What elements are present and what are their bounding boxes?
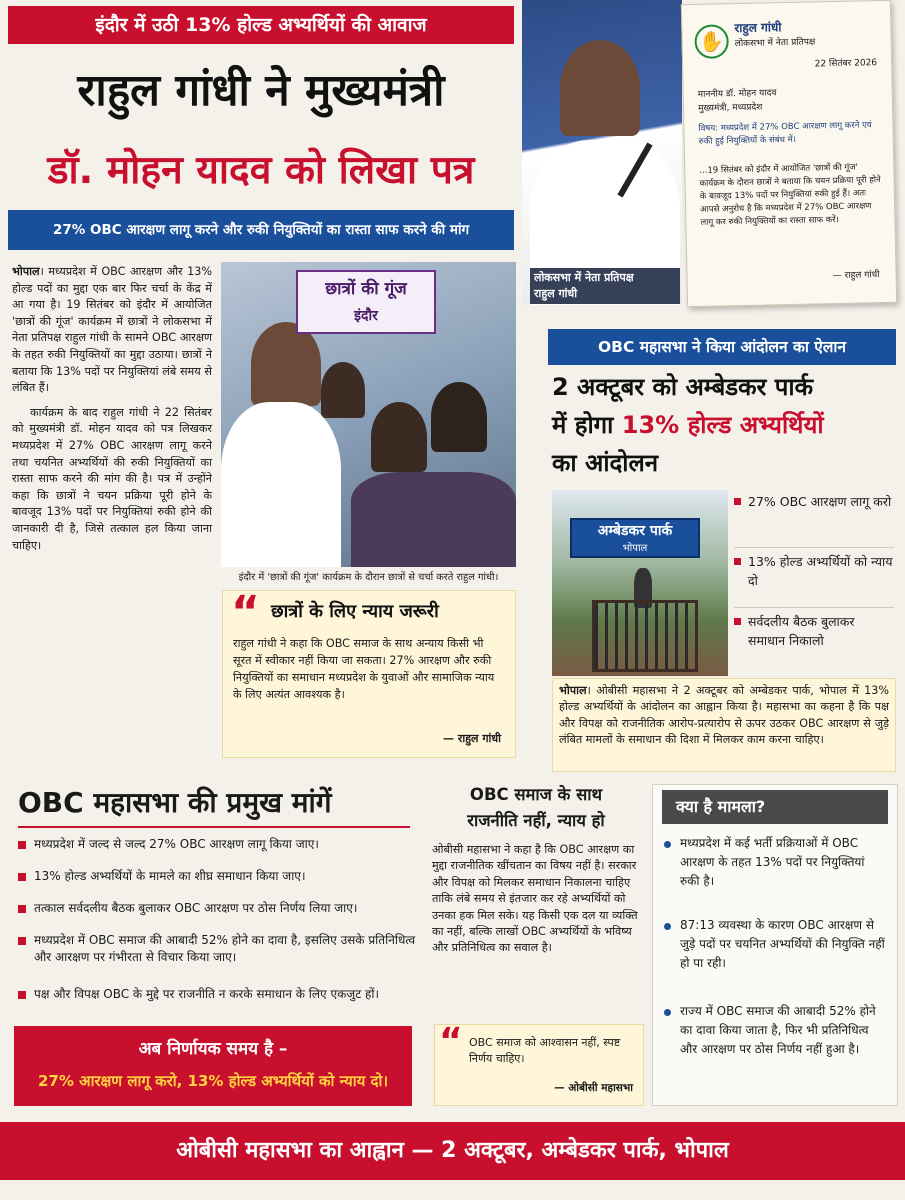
callout-line-1: अब निर्णायक समय है –: [138, 1039, 288, 1059]
mid-column-title-line-2: राजनीति नहीं, न्याय हो: [467, 811, 605, 830]
quote-box: [222, 587, 516, 758]
demand-item: [18, 868, 422, 885]
case-item-text: 87:13 व्यवस्था के कारण OBC आरक्षण से जुड़े पदों पर चयनित अभ्यर्थियों की नियुक्ति नहीं हो पा रही।: [680, 918, 885, 970]
quote-mark-icon: “: [231, 587, 260, 638]
demand-text: मध्यप्रदेश में जल्द से जल्द 27% OBC आरक्षण लागू किया जाए।: [34, 837, 319, 851]
mid-quote-text: OBC समाज को आश्वासन नहीं, स्पष्ट निर्णय चाहिए।: [469, 1036, 621, 1065]
demand-item: [18, 986, 422, 1003]
case-item: [664, 916, 886, 973]
bullet-square-icon: [734, 558, 741, 565]
protest-demand-list: [734, 490, 896, 676]
protest-headline-line-2-red: 13% होल्ड अभ्यर्थियों: [621, 411, 824, 439]
park-gate-icon: [592, 600, 698, 672]
callout-line-2: 27% आरक्षण लागू करो, 13% होल्ड अभ्यर्थियों को न्याय दो।: [37, 1072, 389, 1090]
bullet-square-icon: [18, 937, 26, 945]
demand-text: तत्काल सर्वदलीय बैठक बुलाकर OBC आरक्षण पर ठोस निर्णय लिया जाए।: [34, 901, 358, 915]
quote-author: — राहुल गांधी: [443, 732, 501, 745]
protest-demand-text: 27% OBC आरक्षण लागू करो: [748, 494, 892, 509]
letter-subject: विषय: मध्यप्रदेश में 27% OBC आरक्षण लागू करने एवं रुकी हुई नियुक्तियों के संबंध में।: [698, 120, 872, 147]
quote-mark-icon: “: [439, 1021, 463, 1062]
portrait-caption: [530, 268, 680, 304]
photo-figure-speaker-head: [251, 322, 321, 406]
protest-demand-text: 13% होल्ड अभ्यर्थियों को न्याय दो: [748, 554, 893, 588]
protest-demand-item: [734, 612, 894, 670]
mid-quote-box: [434, 1021, 644, 1106]
bullet-square-icon: [18, 991, 26, 999]
bullet-square-icon: [18, 873, 26, 881]
bullet-dot-icon: [664, 923, 671, 930]
demand-item: [18, 900, 422, 917]
letter-body: ...19 सितंबर को इंदौर में आयोजित 'छात्रों की गूंज' कार्यक्रम के दौरान छात्रों ने बताया कि चयन प्रक्रिया पूरी होने के बावजूद 13% पदों पर नियुक्तियां रुकी हुई हैं। अतः आपसे अनुरोध है कि मध्यप्रदेश में 27% OBC आरक्षण लागू कर रुकी नियुक्तियों का रास्ता साफ करें।: [699, 162, 881, 228]
event-photo-caption: इंदौर में 'छात्रों की गूंज' कार्यक्रम के दौरान छात्रों से चर्चा करते राहुल गांधी।: [238, 572, 499, 583]
protest-headline-line-3: का आंदोलन: [552, 449, 659, 477]
park-sign: [570, 518, 700, 558]
mid-column-title: [432, 782, 640, 838]
protest-dateline: भोपाल: [559, 684, 587, 697]
protest-headline-line-2-pre: में होगा: [552, 411, 622, 439]
quote-text: राहुल गांधी ने कहा कि OBC समाज के साथ अन्याय किसी भी सूरत में स्वीकार नहीं किया जा सकता। 27% आरक्षण और रुकी नियुक्तियों का समाधान मध्यप्रदेश के युवाओं और सामाजिक न्याय के लिए अत्यंत आवश्यक है।: [233, 637, 495, 701]
mid-column-body: ओबीसी महासभा ने कहा है कि OBC आरक्षण का मुद्दा राजनीतिक खींचतान का विषय नहीं है। सरकार और विपक्ष को मिलकर समाधान निकालना चाहिए ताकि लंबे समय से इंतजार कर रहे अभ्यर्थियों को उनका हक मिल सके। यह किसी एक दल या व्यक्ति का नहीं, बल्कि लाखों OBC अभ्यर्थियों के भविष्य और प्रतिनिधित्व का सवाल है।: [432, 843, 638, 955]
kicker-banner: इंदौर में उठी 13% होल्ड अभ्यर्थियों की आवाज: [8, 6, 514, 44]
mid-quote-author: — ओबीसी महासभा: [554, 1082, 633, 1094]
protest-demand-item: [734, 552, 894, 608]
headline-line-1: राहुल गांधी ने मुख्यमंत्री: [77, 65, 445, 116]
case-item: [664, 1002, 886, 1059]
story-paragraph-1: [12, 264, 212, 397]
photo-figure-student: [431, 382, 487, 452]
bullet-dot-icon: [664, 841, 671, 848]
demand-text: मध्यप्रदेश में OBC समाज की आबादी 52% होने का दावा है, इसलिए उसके प्रतिनिधित्व और आरक्षण पर गंभीरता से विचार किया जाए।: [34, 933, 416, 964]
protest-headline-line-1: 2 अक्टूबर को अम्बेडकर पार्क: [552, 373, 814, 401]
bullet-square-icon: [734, 498, 741, 505]
park-sign-name: अम्बेडकर पार्क: [597, 523, 673, 539]
demand-text: पक्ष और विपक्ष OBC के मुद्दे पर राजनीति न करके समाधान के लिए एकजुट हों।: [34, 987, 380, 1001]
demand-item: [18, 836, 422, 853]
letter-date: 22 सितंबर 2026: [814, 58, 878, 70]
demands-divider: [18, 826, 410, 828]
letter-from-role: लोकसभा में नेता प्रतिपक्ष: [734, 37, 816, 50]
story-column: [12, 264, 212, 684]
callout-banner: [14, 1026, 412, 1106]
hand-logo-icon: ✋: [694, 24, 729, 59]
bullet-dot-icon: [664, 1009, 671, 1016]
footer-banner: ओबीसी महासभा का आह्वान — 2 अक्टूबर, अम्बेडकर पार्क, भोपाल: [0, 1122, 905, 1180]
protest-body: [552, 678, 896, 772]
park-sign-city: भोपाल: [622, 543, 648, 554]
protest-headline-line-2: [552, 406, 896, 444]
bullet-square-icon: [734, 618, 741, 625]
event-banner: [296, 270, 436, 334]
headline-line-2: डॉ. मोहन यादव को लिखा पत्र: [47, 148, 475, 193]
quote-title: छात्रों के लिए न्याय जरूरी: [271, 601, 439, 622]
demand-text: 13% होल्ड अभ्यर्थियों के मामले का शीघ्र समाधान किया जाए।: [34, 869, 306, 883]
deck-banner: 27% OBC आरक्षण लागू करने और रुकी नियुक्तियों का रास्ता साफ करने की मांग: [8, 210, 514, 250]
portrait-photo: [522, 0, 682, 305]
protest-demand-item: [734, 492, 894, 548]
case-item-text: मध्यप्रदेश में कई भर्ती प्रक्रियाओं में OBC आरक्षण के तहत 13% पदों पर नियुक्तियां रुकी है।: [680, 836, 865, 888]
photo-figure-speaker-body: [221, 402, 341, 567]
story-paragraph-2: कार्यक्रम के बाद राहुल गांधी ने 22 सितंबर को मुख्यमंत्री डॉ. मोहन यादव को पत्र लिखकर मध्यप्रदेश में 27% OBC आरक्षण लागू करने तथा चयनित अभ्यर्थियों की रुकी नियुक्तियों का रास्ता साफ करने की मांग की है। पत्र में उन्होंने कहा कि छात्रों ने चयन प्रक्रिया पूरी होने के बावजूद 13% पदों पर नियुक्तियां रुकी होने की जानकारी दी है, जिसे तत्काल हल किया जाना चाहिए।: [12, 405, 212, 552]
photo-figure-student: [321, 362, 365, 418]
protest-headline: [552, 368, 896, 488]
protest-banner: OBC महासभा ने किया आंदोलन का ऐलान: [548, 329, 896, 365]
bullet-square-icon: [18, 905, 26, 913]
story-paragraph-1-text: । मध्यप्रदेश में OBC आरक्षण और 13% होल्ड पदों का मुद्दा एक बार फिर चर्चा के केंद्र में आ गया है। 19 सितंबर को इंदौर में आयोजित 'छात्रों की गूंज' कार्यक्रम में छात्रों ने लोकसभा में नेता प्रतिपक्ष राहुल गांधी के सामने OBC आरक्षण के तहत रुकी नियुक्तियों का मुद्दा उठाया। छात्रों ने बताया कि 13% पदों पर नियुक्तियां लंबे समय से लंबित हैं।: [12, 265, 212, 395]
protest-demand-text: सर्वदलीय बैठक बुलाकर समाधान निकालो: [748, 614, 855, 648]
demands-title: OBC महासभा की प्रमुख मांगें: [18, 786, 332, 819]
letter-signature: — राहुल गांधी: [832, 270, 880, 282]
story-dateline: भोपाल: [12, 265, 40, 278]
letter-recipient: माननीय डॉ. मोहन यादव: [697, 88, 777, 100]
bullet-square-icon: [18, 841, 26, 849]
letter-document: [681, 0, 897, 307]
case-item-text: राज्य में OBC समाज की आबादी 52% होने का दावा किया जाता है, फिर भी प्रतिनिधित्व और आरक्षण पर ठोस निर्णय नहीं हुआ है।: [680, 1004, 876, 1056]
letter-from-name: राहुल गांधी: [734, 20, 782, 36]
event-banner-title: छात्रों की गूंज: [325, 279, 407, 299]
portrait-head: [560, 40, 640, 136]
portrait-caption-role: लोकसभा में नेता प्रतिपक्ष: [534, 271, 634, 284]
protest-body-text: । ओबीसी महासभा ने 2 अक्टूबर को अम्बेडकर पार्क, भोपाल में 13% होल्ड अभ्यर्थियों के आंदोलन का आह्वान किया है। महासभा का कहना है कि पक्ष और विपक्ष को राजनीतिक आरोप-प्रत्यारोप से ऊपर उठकर OBC आरक्षण से जुड़े लंबित मामलों के समाधान की दिशा में मिलकर काम करना चाहिए।: [559, 684, 889, 747]
case-title: क्या है मामला?: [662, 790, 888, 824]
mid-column-title-line-1: OBC समाज के साथ: [469, 785, 603, 804]
photo-figure-student: [371, 402, 427, 472]
demand-item: [18, 932, 422, 966]
photo-crowd: [351, 472, 516, 567]
letter-recipient-role: मुख्यमंत्री, मध्यप्रदेश: [697, 102, 763, 114]
portrait-caption-name: राहुल गांधी: [534, 287, 578, 300]
event-banner-city: इंदौर: [354, 308, 378, 324]
case-item: [664, 834, 886, 891]
